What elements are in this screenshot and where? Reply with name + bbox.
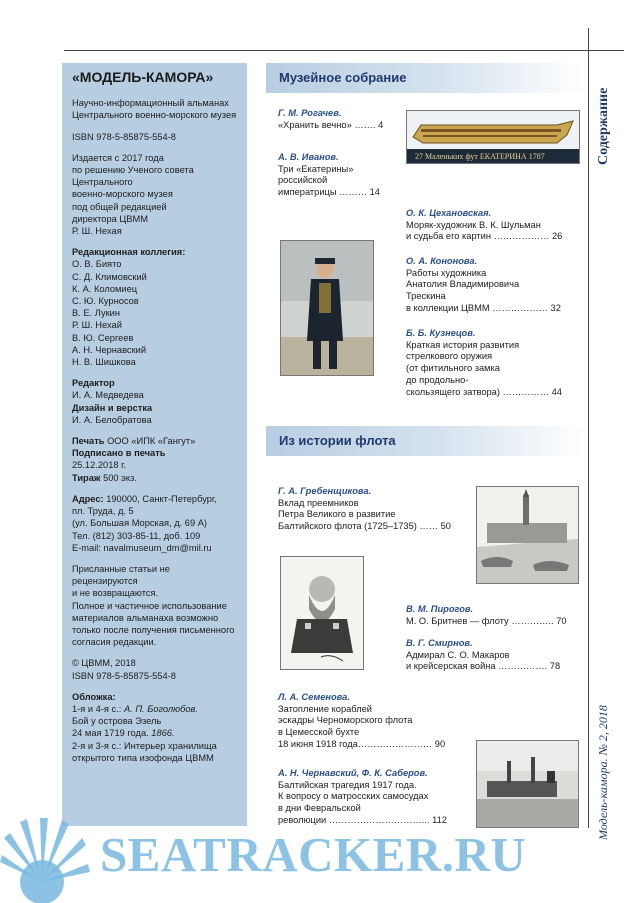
toc-entry[interactable]: Л. А. Семенова. Затопление кораблей эскадры Черноморского флота в Цемесской бухте 18 июня 1918 года…………………… 90 — [278, 692, 446, 749]
harbor-photo-drawing — [477, 741, 578, 827]
watermark-sun-icon — [0, 812, 90, 903]
watermark-text: SEATRACKER.RU — [100, 827, 527, 882]
makarov-portrait-drawing — [281, 557, 363, 669]
publication-info: Издается с 2017 года по решению Ученого совета Центрального военно-морского музея под общей редакцией директора ЦВММ Р. Ш. Нехая — [72, 152, 194, 237]
toc-entry[interactable]: А. В. Иванов. Три «Екатерины» российской императрицы ……… 14 — [278, 152, 380, 198]
top-rule — [64, 50, 624, 51]
copyright-block: © ЦВММ, 2018 ISBN 978-5-85875-554-8 — [72, 658, 176, 681]
print-info: Печать ООО «ИПК «Гангут» Подписано в печать 25.12.2018 г. Тираж 500 экз. — [72, 436, 196, 483]
right-rule — [588, 28, 589, 828]
editorial-board: Редакционная коллегия: О. В. Биято С. Д. Климовский К. А. Коломиец С. Ю. Курносов В. Е. Лукин Р. Ш. Нехай В. Ю. Сергеев А. Н. Чернавский Н. В. Шишкова — [72, 247, 186, 368]
admiral-portrait-image — [280, 240, 374, 376]
toc-entry[interactable]: Г. А. Гребенщикова. Вклад преемников Петра Великого в развитие Балтийского флота (1725–1735) …… 50 — [278, 486, 451, 532]
toc-entry[interactable]: В. М. Пирогов. М. О. Бритнев — флоту ………….. 70 — [406, 604, 567, 626]
cover-info: Обложка: 1-я и 4-я с.: А. П. Боголюбов. Бой у острова Эзель 24 мая 1719 года. 1866. 2-я и 3-я с.: Интерьер хранилища открытого типа изофонда ЦВММ — [72, 691, 217, 763]
address-block: Адрес: 190000, Санкт-Петербург, пл. Труда, д. 5 (ул. Большая Морская, д. 69 А) Тел. (812) 303-85-11, доб. 109 E-mail: navalmuseum_dm@mil.ru — [72, 493, 217, 553]
editor-credits: Редактор И. А. Медведева Дизайн и верстка И. А. Белобратова — [72, 378, 153, 425]
submission-notice: Присланные статьи не рецензируются и не возвращаются. Полное и частичное использование материалов альманаха возможно только после получения письменного согласия редакции. — [72, 563, 235, 648]
harbor-photo-image — [476, 740, 579, 828]
ship-model-image — [406, 110, 580, 164]
ship-caption: 27 Маленьких фут ЕКАТЕРИНА 1787 — [415, 152, 545, 161]
isbn: ISBN 978-5-85875-554-8 — [72, 131, 176, 142]
section-fleet-history: Из истории флота — [266, 426, 586, 456]
imprint-column — [62, 63, 247, 826]
toc-entry[interactable]: В. Г. Смирнов. Адмирал С. О. Макаров и крейсерская война ……………. 78 — [406, 638, 561, 672]
contents-label: Содержание — [596, 87, 611, 165]
almanac-subtitle: Научно-информационный альманах Центрального военно-морского музея — [72, 98, 237, 121]
almanac-title: «МОДЕЛЬ-КАМОРА» — [72, 69, 214, 85]
section-museum-collection: Музейное собрание — [266, 63, 586, 93]
toc-entry[interactable]: Б. Б. Кузнецов. Краткая история развития стрелкового оружия (от фитильного замка до продольно- скользящего затвора) …………… 44 — [406, 328, 562, 397]
shipyard-engraving-drawing — [477, 487, 578, 583]
admiral-portrait-drawing — [281, 241, 373, 375]
ship-model-drawing — [407, 111, 579, 163]
makarov-portrait-image — [280, 556, 364, 670]
toc-entry[interactable]: Г. М. Рогачев. «Хранить вечно» ……. 4 — [278, 108, 384, 130]
toc-entry[interactable]: О. А. Кононова. Работы художника Анатолия Владимировича Трескина в коллекции ЦВММ ……………… 32 — [406, 256, 561, 313]
toc-entry[interactable]: О. К. Цехановская. Моряк-художник В. К. Шульман и судьба его картин ……………… 26 — [406, 208, 563, 242]
shipyard-engraving-image — [476, 486, 579, 584]
toc-entry[interactable]: А. Н. Чернавский, Ф. К. Саберов. Балтийская трагедия 1917 года. К вопросу о матросских самосудах в дни Февральской революции …………………………... 112 — [278, 768, 447, 825]
issue-label: Модель-камора. № 2, 2018 — [596, 705, 610, 840]
